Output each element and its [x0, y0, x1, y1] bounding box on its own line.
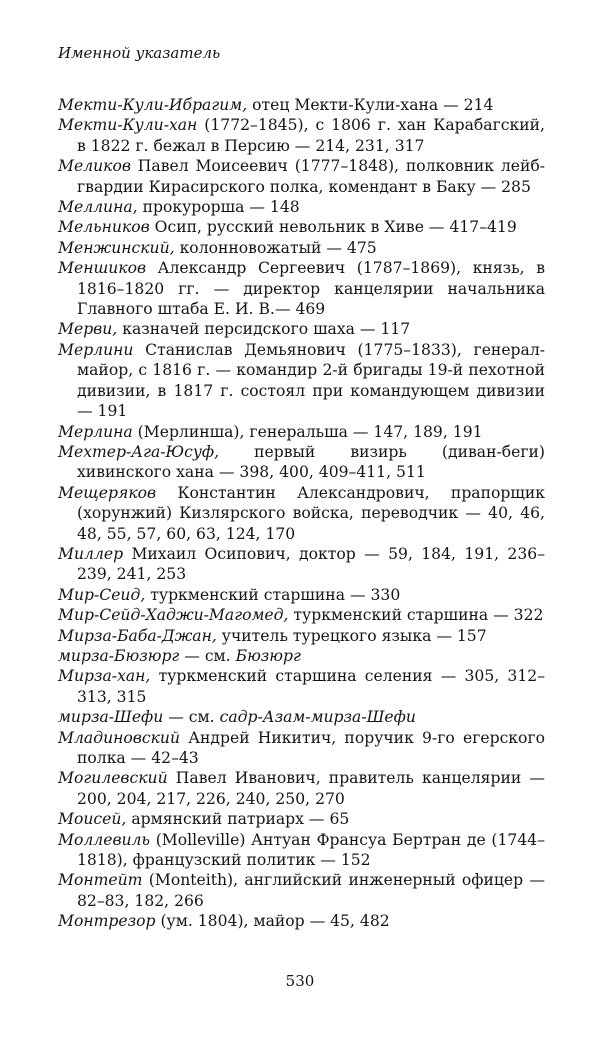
entry-description: прокурорша — 148 [137, 198, 300, 217]
index-entry [58, 319, 545, 339]
index-entry [58, 626, 545, 646]
index-entry [58, 544, 545, 585]
index-entry [58, 442, 545, 483]
index-entry [58, 422, 545, 442]
entry-description: Александр Сергеевич (1787–1869), князь, в 1816–1820 гг. — директор канцелярии начальника Главного штаба Е. И. В.— 469 [77, 259, 545, 319]
entry-name: Менжинский, [58, 238, 175, 257]
entry-description: (Monteith), английский инженерный офицер — 82–83, 182, 266 [77, 871, 545, 910]
index-entry [58, 95, 545, 115]
index-entry [58, 258, 545, 319]
entry-description: отец Мекти-Кули-хана — 214 [247, 96, 494, 114]
entry-name: Мирза-хан, [58, 667, 151, 686]
entry-description: колонновожатый — 475 [174, 238, 377, 257]
entry-description: (1772–1845), с 1806 г. хан Карабагский, в 1822 г. бежал в Персию — 214, 231, 317 [77, 116, 545, 155]
index-entry [58, 830, 545, 871]
entry-name: Миллер [58, 544, 124, 563]
entry-name: Меншиков [58, 259, 147, 278]
entry-name: мирза-Бюзюрг [58, 646, 180, 665]
entry-cross-reference: Бюзюрг [235, 646, 301, 665]
entry-name: Могилевский [58, 769, 168, 788]
entry-name: Мерлина [58, 422, 133, 441]
index-entry [58, 156, 545, 197]
entry-name: Мирза-Баба-Джан, [58, 626, 217, 645]
index-entry [58, 605, 545, 625]
entry-description: первый визирь (диван-беги) хивинского хана — 398, 400, 409–411, 511 [77, 442, 545, 482]
page-number: 530 [285, 972, 315, 990]
running-head: Именной указатель [58, 44, 221, 62]
entry-name: Меллина, [58, 198, 138, 217]
index-entry [58, 666, 545, 707]
entry-name: Мир-Сейд-Хаджи-Магомед, [58, 606, 289, 625]
entry-name: Младиновский [58, 728, 180, 747]
index-entry [58, 115, 545, 156]
entry-description: — см. [179, 646, 236, 665]
index-entry [58, 768, 545, 809]
entry-name: Мир-Сеид, [58, 585, 146, 604]
index-entry [58, 728, 545, 769]
index-entry [58, 707, 545, 727]
index-entry [58, 238, 545, 258]
entry-description: туркменский старшина — 330 [145, 585, 401, 604]
entry-description: (Мерлинша), генеральша — 147, 189, 191 [132, 422, 483, 441]
entry-description: Павел Иванович, правитель канцелярии — 200, 204, 217, 226, 240, 250, 270 [77, 769, 545, 808]
entry-description: — см. [163, 708, 220, 727]
entry-description: туркменский старшина — 322 [288, 606, 544, 625]
index-entry [58, 809, 545, 829]
entry-description: (Molleville) Антуан Франсуа Бертран де (1744–1818), французский политик — 152 [77, 830, 545, 870]
entry-description: казначей персидского шаха — 117 [117, 320, 411, 339]
entry-description: армянский патриарх — 65 [126, 810, 350, 829]
entry-description: Павел Моисеевич (1777–1848), полковник лейб-гвардии Кирасирского полка, комендант в Баку — 285 [77, 157, 545, 196]
entry-name: Мекти-Кули-хан [58, 116, 198, 135]
entry-name: Моллевиль [58, 830, 150, 849]
entry-name: Меликов [58, 157, 131, 176]
entry-name: Мельников [58, 218, 150, 237]
entry-description: (ум. 1804), майор — 45, 482 [155, 912, 390, 931]
entry-name: Монтейт [58, 871, 143, 890]
entry-cross-reference: садр-Азам-мирза-Шефи [219, 708, 416, 727]
index-entry [58, 197, 545, 217]
entry-name: Мещеряков [58, 483, 157, 502]
index-entry [58, 870, 545, 911]
entry-name: Мерви, [58, 320, 118, 339]
entry-description: Станислав Демьянович (1775–1833), генерал-майор, с 1816 г. — командир 2-й бригады 19-й пехотной дивизии, в 1817 г. состоял при командующем дивизии — 191 [77, 340, 545, 421]
index-entry [58, 217, 545, 237]
index-entry [58, 646, 545, 666]
entry-description: Константин Александрович, прапорщик (хорунжий) Кизлярского войска, переводчик — 40, 46, 48, 55, 57, 60, 63, 124, 170 [77, 483, 545, 543]
entry-name: Мекти-Кули-Ибрагим, [58, 96, 248, 114]
entry-name: Монтрезор [58, 912, 156, 931]
entry-name: Мехтер-Ага-Юсуф, [58, 442, 220, 461]
entry-description: Михаил Осипович, доктор — 59, 184, 191, 236–239, 241, 253 [77, 544, 545, 584]
entry-description: Андрей Никитич, поручик 9-го егерского полка — 42–43 [77, 728, 545, 767]
entry-description: Осип, русский невольник в Хиве — 417–419 [149, 218, 517, 237]
entry-name: Мерлини [58, 340, 134, 359]
index-entry [58, 483, 545, 544]
entry-description: туркменский старшина селения — 305, 312–313, 315 [77, 667, 545, 706]
entry-name: Моисей, [58, 810, 127, 829]
entry-name: мирза-Шефи [58, 708, 164, 727]
index-entry [58, 911, 545, 931]
entry-description: учитель турецкого языка — 157 [216, 626, 487, 645]
name-index-list [58, 95, 545, 932]
index-entry [58, 585, 545, 605]
index-entry [58, 340, 545, 422]
